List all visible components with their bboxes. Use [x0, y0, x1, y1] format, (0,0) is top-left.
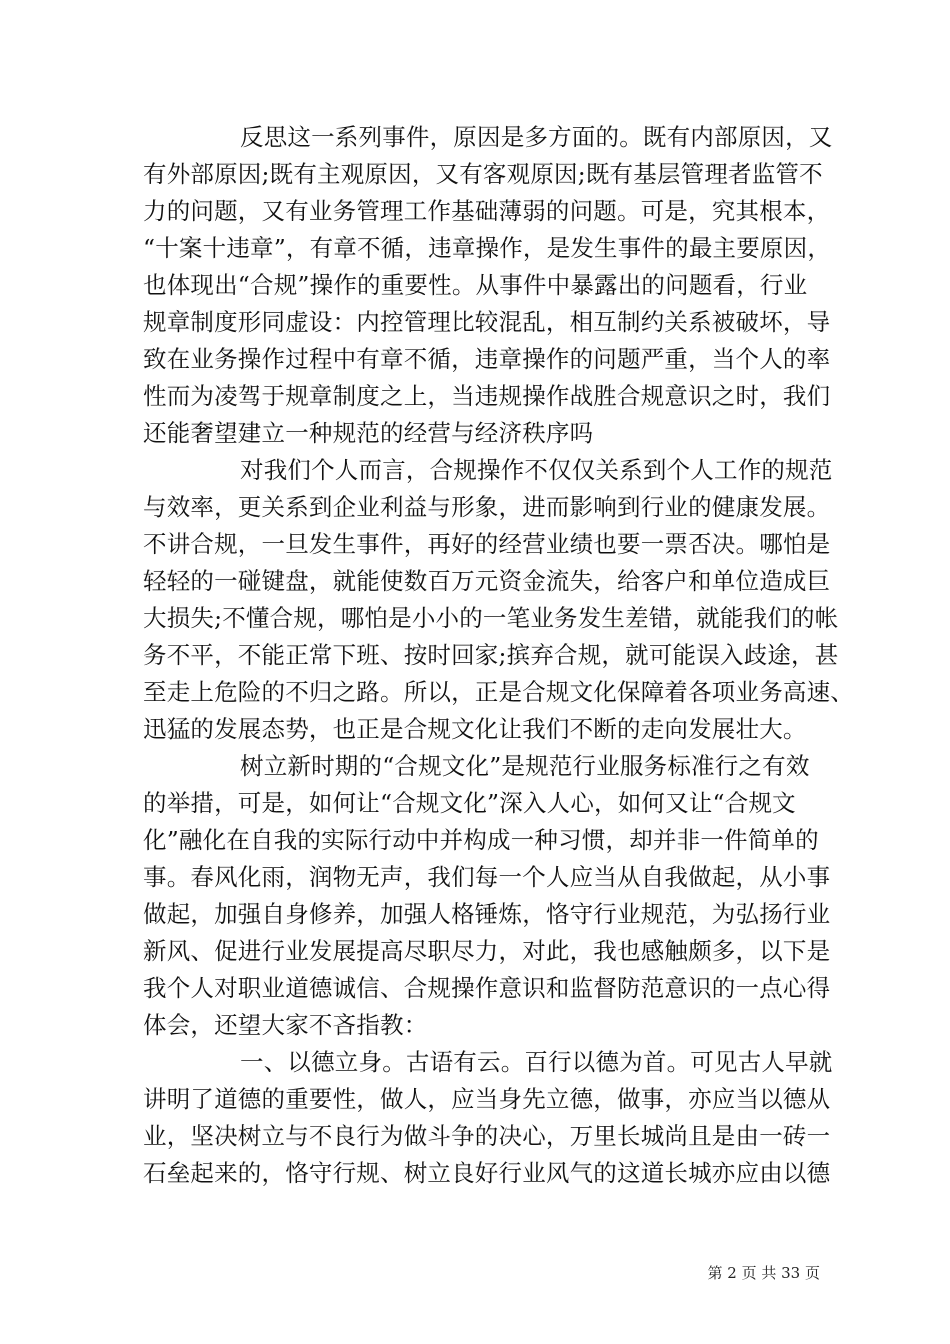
- text-line: 化”融化在自我的实际行动中并构成一种习惯，却并非一件简单的: [143, 826, 819, 854]
- text-line: 至走上危险的不归之路。所以，正是合规文化保障着各项业务高速、: [143, 678, 854, 706]
- text-line: 规章制度形同虚设：内控管理比较混乱，相互制约关系被破坏，导: [143, 308, 831, 336]
- page-number: 第 2 页 共 33 页: [707, 1264, 820, 1282]
- text-line: 新风、促进行业发展提高尽职尽力，对此，我也感触颇多，以下是: [143, 937, 831, 965]
- text-line: 致在业务操作过程中有章不循，违章操作的问题严重，当个人的率: [143, 345, 831, 373]
- text-line: 的举措，可是，如何让“合规文化”深入人心，如何又让“合规文: [143, 789, 796, 817]
- text-line: 对我们个人而言，合规操作不仅仅关系到个人工作的规范: [240, 456, 833, 484]
- text-line: 反思这一系列事件，原因是多方面的。既有内部原因，又: [240, 123, 833, 151]
- text-line: 事。春风化雨，润物无声，我们每一个人应当从自我做起，从小事: [143, 863, 831, 891]
- text-line: 树立新时期的“合规文化”是规范行业服务标准行之有效: [240, 752, 810, 780]
- text-line: 我个人对职业道德诚信、合规操作意识和监督防范意识的一点心得: [143, 974, 831, 1002]
- text-line: 有外部原因;既有主观原因，又有客观原因;既有基层管理者监管不: [143, 160, 823, 188]
- text-line: 一、以德立身。古语有云。百行以德为首。可见古人早就: [240, 1048, 833, 1076]
- text-line: 轻轻的一碰键盘，就能使数百万元资金流失，给客户和单位造成巨: [143, 567, 831, 595]
- text-line: 石垒起来的，恪守行规、树立良好行业风气的这道长城亦应由以德: [143, 1159, 831, 1187]
- text-line: “十案十违章”，有章不循，违章操作，是发生事件的最主要原因，: [143, 234, 832, 262]
- text-line: 做起，加强自身修养，加强人格锤炼，恪守行业规范，为弘扬行业: [143, 900, 831, 928]
- text-line: 业，坚决树立与不良行为做斗争的决心，万里长城尚且是由一砖一: [143, 1122, 831, 1150]
- text-line: 不讲合规，一旦发生事件，再好的经营业绩也要一票否决。哪怕是: [143, 530, 831, 558]
- text-line: 也体现出“合规”操作的重要性。从事件中暴露出的问题看，行业: [143, 271, 808, 299]
- text-line: 大损失;不懂合规，哪怕是小小的一笔业务发生差错，就能我们的帐: [143, 604, 839, 632]
- text-line: 讲明了道德的重要性，做人，应当身先立德，做事，亦应当以德从: [143, 1085, 831, 1113]
- text-line: 还能奢望建立一种规范的经营与经济秩序吗: [143, 419, 594, 447]
- text-line: 体会，还望大家不吝指教：: [143, 1011, 428, 1039]
- text-line: 力的问题，又有业务管理工作基础薄弱的问题。可是，究其根本，: [143, 197, 831, 225]
- text-line: 性而为凌驾于规章制度之上，当违规操作战胜合规意识之时，我们: [143, 382, 831, 410]
- text-line: 与效率，更关系到企业利益与形象，进而影响到行业的健康发展。: [143, 493, 831, 521]
- text-line: 务不平，不能正常下班、按时回家;摈弃合规，就可能误入歧途，甚: [143, 641, 839, 669]
- text-line: 迅猛的发展态势，也正是合规文化让我们不断的走向发展壮大。: [143, 715, 807, 743]
